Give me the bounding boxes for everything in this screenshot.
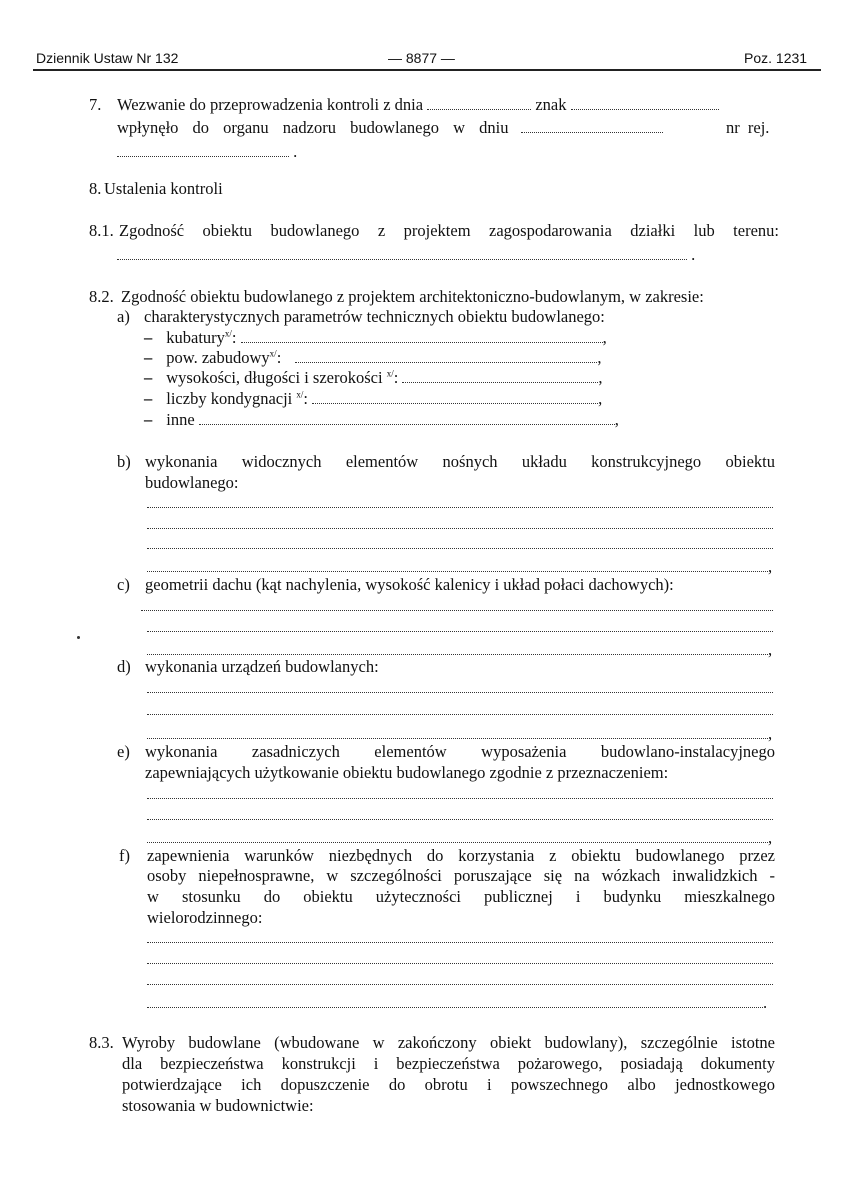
footnote-mark: x/	[224, 328, 232, 339]
item-d-text: wykonania urządzeń budowlanych:	[145, 657, 379, 676]
comma: ,	[768, 724, 773, 743]
section-8-1-end: .	[691, 245, 696, 264]
param-label: liczby kondygnacji	[166, 389, 297, 408]
item-c-blank-1[interactable]	[141, 610, 773, 611]
section-7-number: 7.	[89, 95, 102, 114]
dash: –	[144, 389, 153, 408]
comma: ,	[602, 328, 607, 347]
section-7-text2: wpłynęło do organu nadzoru budowlanego w dniu	[117, 118, 509, 137]
dash: –	[144, 348, 153, 367]
dash: –	[144, 410, 153, 429]
param-label: wysokości, długości i szerokości	[166, 368, 387, 387]
wymiary-blank[interactable]	[402, 369, 598, 383]
item-e-blank-1[interactable]	[147, 798, 773, 799]
item-f-label: f)	[119, 846, 130, 865]
param-wymiary	[144, 368, 603, 388]
pow-zabudowy-blank[interactable]	[295, 349, 597, 363]
dash: –	[144, 368, 153, 387]
section-8-2-number: 8.2.	[89, 287, 114, 306]
section-8-title: Ustalenia kontroli	[104, 179, 223, 198]
item-b-label: b)	[117, 452, 131, 471]
colon: :	[231, 328, 237, 347]
item-a-label: a)	[117, 307, 130, 326]
section-7-line1	[117, 95, 719, 115]
param-label: pow. zabudowy	[166, 348, 270, 367]
colon: :	[276, 348, 282, 367]
znak-blank[interactable]	[571, 96, 719, 110]
param-inne	[144, 410, 619, 430]
comma: ,	[598, 389, 603, 408]
section-8-1-line	[117, 245, 695, 265]
param-kubatura	[144, 328, 607, 348]
item-e-line2: zapewniających użytkowanie obiektu budowlanego zgodnie z przeznaczeniem:	[145, 763, 669, 782]
date-blank[interactable]	[427, 96, 531, 110]
item-e-blank-2[interactable]	[147, 819, 773, 820]
section-8-1-number: 8.1.	[89, 221, 114, 240]
inne-blank[interactable]	[199, 411, 615, 425]
section-8-1-text: Zgodność obiektu budowlanego z projektem zagospodarowania działki lub terenu:	[119, 221, 779, 240]
colon: :	[393, 368, 399, 387]
section-7-line3	[117, 142, 297, 162]
item-b-line-last	[147, 557, 772, 577]
item-d-label: d)	[117, 657, 131, 676]
item-b-line2: budowlanego:	[145, 473, 239, 492]
item-c-label: c)	[117, 575, 130, 594]
section-8-3-number: 8.3.	[89, 1033, 114, 1052]
item-e-label: e)	[117, 742, 130, 761]
comma: ,	[768, 828, 773, 847]
kubatura-blank[interactable]	[241, 329, 603, 343]
footnote-mark: x/	[269, 348, 277, 359]
item-f-line-last	[147, 993, 767, 1013]
item-e-blank-3[interactable]	[147, 829, 768, 843]
item-d-blank-3[interactable]	[147, 725, 768, 739]
comma: ,	[768, 557, 773, 576]
journal-title: Dziennik Ustaw Nr 132	[36, 50, 179, 66]
kondygnacje-blank[interactable]	[312, 390, 598, 404]
comma: ,	[614, 410, 619, 429]
section-7-nrrej-label: nr rej.	[726, 118, 770, 137]
item-c-blank-2[interactable]	[147, 631, 773, 632]
item-f-blank-4[interactable]	[147, 994, 763, 1008]
section-7-znak-label: znak	[535, 95, 567, 114]
section-7-end: .	[293, 142, 298, 161]
item-f-blank-1[interactable]	[147, 942, 773, 943]
comma: ,	[597, 348, 602, 367]
item-a-text: charakterystycznych parametrów technicznych obiektu budowlanego:	[144, 307, 605, 326]
item-b-blank-3[interactable]	[147, 548, 773, 549]
param-label: inne	[166, 410, 195, 429]
param-kondygnacje	[144, 389, 602, 409]
position-number: Poz. 1231	[744, 50, 808, 66]
comma: ,	[598, 368, 603, 387]
item-d-blank-1[interactable]	[147, 692, 773, 693]
footnote-mark: x/	[296, 389, 304, 400]
page-number: — 8877 —	[388, 50, 455, 66]
section-8-2-text: Zgodność obiektu budowlanego z projektem architektoniczno-budowlanym, w zakresie:	[121, 287, 704, 306]
item-f-blank-3[interactable]	[147, 984, 773, 985]
item-f-line2: osoby niepełnosprawne, w szczególności poruszające się na wózkach inwalidzkich -	[147, 866, 775, 885]
item-c-blank-3[interactable]	[147, 641, 768, 655]
section-8-3-line3: potwierdzające ich dopuszczenie do obrotu i powszechnego albo jednostkowego	[122, 1075, 775, 1094]
item-f-line3: w stosunku do obiektu użyteczności publicznej i budynku mieszkalnego	[147, 887, 775, 906]
section-8-3-line2: dla bezpieczeństwa konstrukcji i bezpieczeństwa pożarowego, posiadają dokumenty	[122, 1054, 775, 1073]
item-b-blank-2[interactable]	[147, 528, 773, 529]
item-f-line4: wielorodzinnego:	[147, 908, 263, 927]
item-e-line-last	[147, 828, 772, 848]
item-d-line-last	[147, 724, 772, 744]
colon: :	[303, 389, 308, 408]
dash: –	[144, 328, 153, 347]
item-e-line1: wykonania zasadniczych elementów wyposażenia budowlano-instalacyjnego	[145, 742, 775, 761]
param-label: kubatury	[166, 328, 225, 347]
section-7-line2	[117, 118, 777, 138]
receipt-date-blank[interactable]	[521, 119, 663, 133]
section-8-number: 8.	[89, 179, 102, 198]
section-8-3-line1: Wyroby budowlane (wbudowane w zakończony obiekt budowlany), szczególnie istotne	[122, 1033, 775, 1052]
param-pow-zabudowy	[144, 348, 602, 368]
plot-compliance-blank[interactable]	[117, 246, 687, 260]
item-d-blank-2[interactable]	[147, 714, 773, 715]
section-7-text1: Wezwanie do przeprowadzenia kontroli z dnia	[117, 95, 424, 114]
period: .	[763, 993, 768, 1012]
footnote-mark: x/	[386, 368, 394, 379]
section-8-3-line4: stosowania w budownictwie:	[122, 1096, 314, 1115]
item-f-line1: zapewnienia warunków niezbędnych do korzystania z obiektu budowlanego przez	[147, 846, 775, 865]
header-rule	[33, 69, 821, 71]
comma: ,	[768, 640, 773, 659]
item-b-blank-4[interactable]	[147, 558, 768, 572]
item-b-blank-1[interactable]	[147, 507, 773, 508]
item-c-text: geometrii dachu (kąt nachylenia, wysokość kalenicy i układ połaci dachowych):	[145, 575, 674, 594]
item-f-blank-2[interactable]	[147, 963, 773, 964]
item-b-line1: wykonania widocznych elementów nośnych układu konstrukcyjnego obiektu	[145, 452, 775, 471]
registration-blank[interactable]	[117, 143, 289, 157]
scan-speck	[77, 636, 80, 639]
